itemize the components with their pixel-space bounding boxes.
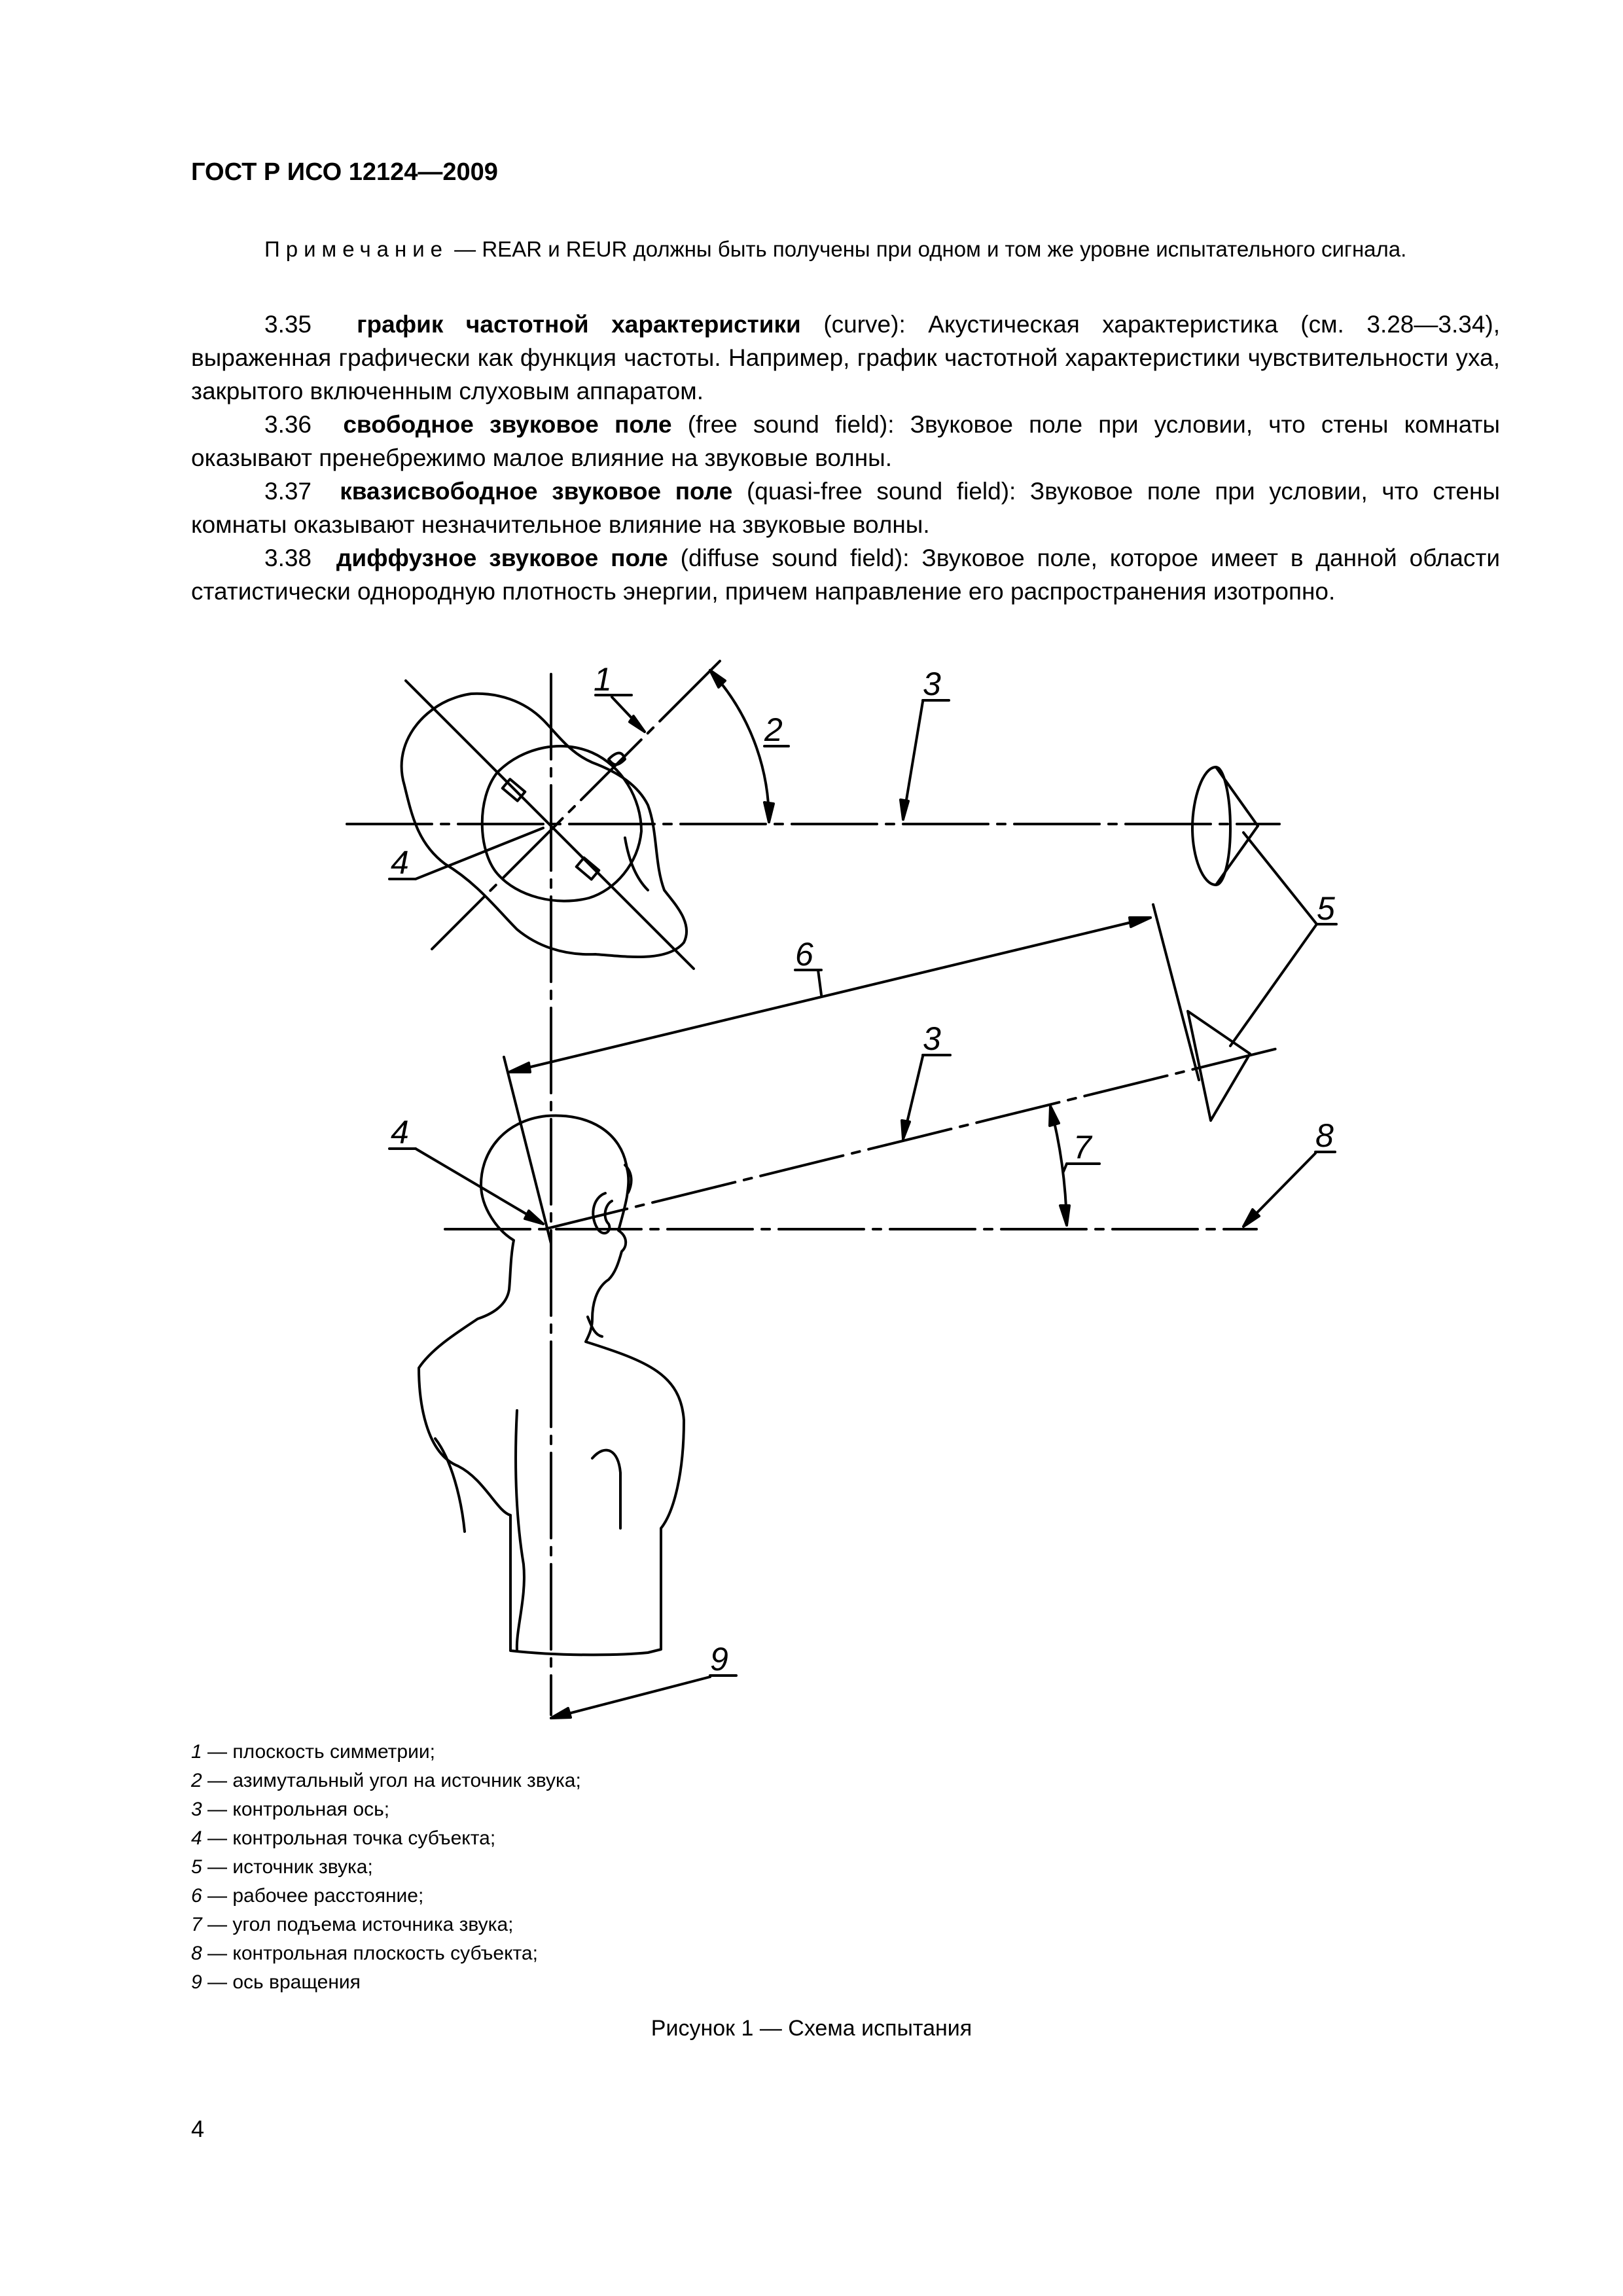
azimuth-angle-arc — [710, 670, 769, 822]
figure-legend — [191, 1738, 581, 1997]
legend-number: 6 — [191, 1885, 202, 1907]
figure-label-3-top: 3 — [923, 666, 941, 702]
legend-text: — источник звука; — [202, 1856, 373, 1878]
legend-number: 7 — [191, 1914, 202, 1935]
legend-text: — угол подъема источника звука; — [202, 1914, 514, 1935]
paragraph-text: (diffuse sound field): Звуковое поле, которое имеет в данной области статистически однородную плотность энергии, причем направление его распространения изотропно. — [191, 545, 1501, 605]
legend-item — [191, 1767, 581, 1795]
legend-text: — контрольная ось; — [202, 1799, 390, 1820]
reference-axis-side-line — [544, 1047, 1283, 1229]
paragraph-term: график частотной характеристики — [357, 311, 801, 338]
label-3-top-arrowhead — [901, 800, 908, 819]
paragraph-term: квазисвободное звуковое поле — [340, 478, 733, 505]
label-4-side-leader — [416, 1149, 543, 1224]
paragraph-number: 3.38 — [264, 545, 312, 571]
legend-item — [191, 1939, 581, 1968]
figure-label-4-side: 4 — [391, 1114, 409, 1151]
figure-label-4-top: 4 — [391, 844, 409, 881]
legend-number: 1 — [191, 1741, 202, 1763]
legend-item — [191, 1795, 581, 1824]
note-text: — REAR и REUR должны быть получены при одном и том же уровне испытательного сигнала. — [448, 237, 1407, 261]
legend-text: — азимутальный угол на источник звука; — [202, 1770, 581, 1791]
page-number: 4 — [191, 2115, 205, 2142]
figure-label-2: 2 — [764, 711, 783, 748]
cheek-curve — [625, 838, 648, 890]
legend-item — [191, 1968, 581, 1997]
speaker-top-cone-side-2 — [1216, 826, 1258, 885]
legend-item — [191, 1738, 581, 1767]
label-9-arrowhead — [551, 1708, 571, 1718]
azimuth-arrowhead-top — [710, 670, 725, 687]
working-distance-extension-right — [1153, 905, 1199, 1080]
paragraph-number: 3.36 — [264, 411, 312, 438]
label-6-leader — [818, 970, 821, 995]
paragraph-term: свободное звуковое поле — [343, 411, 672, 438]
figure-label-8: 8 — [1315, 1117, 1334, 1154]
figure-caption: Рисунок 1 — Схема испытания — [651, 2016, 972, 2041]
legend-text: — плоскость симметрии; — [202, 1741, 435, 1763]
working-distance-arrowhead-left — [509, 1063, 530, 1072]
speaker-top-cone-side-1 — [1216, 767, 1258, 826]
legend-text: — контрольная плоскость субъекта; — [202, 1943, 538, 1964]
elevation-arrowhead-top — [1050, 1106, 1059, 1126]
azimuth-arrowhead-bottom — [764, 802, 774, 822]
figure-label-5: 5 — [1317, 890, 1335, 927]
legend-number: 3 — [191, 1799, 202, 1820]
legend-item — [191, 1853, 581, 1882]
label-4-side-arrowhead — [525, 1211, 543, 1224]
paragraph-text: (curve): Акустическая характеристика (см. 3.28—3.34), выраженная графически как функция частоты. Например, график частотной характеристики чувствительности уха, закрытого включенным слуховым аппаратом. — [191, 311, 1500, 404]
legend-number: 9 — [191, 1971, 202, 1993]
label-5-leader-lower — [1230, 924, 1317, 1046]
figure-label-3-side: 3 — [923, 1020, 941, 1057]
figure-label-7: 7 — [1073, 1129, 1092, 1166]
legend-number: 8 — [191, 1943, 202, 1964]
working-distance-line — [509, 918, 1150, 1072]
working-distance-arrowhead-right — [1130, 918, 1150, 927]
legend-item — [191, 1910, 581, 1939]
legend-number: 2 — [191, 1770, 202, 1791]
legend-text: — контрольная точка субъекта; — [202, 1827, 496, 1849]
note-label: Примечание — [264, 237, 449, 261]
document-header: ГОСТ Р ИСО 12124—2009 — [191, 158, 498, 186]
spine-curve — [516, 1410, 524, 1651]
legend-item — [191, 1824, 581, 1853]
paragraph-text: (free sound field): Звуковое поле при условии, что стены комнаты оказывают пренебрежимо малое влияние на звуковые волны. — [191, 411, 1500, 471]
label-8-arrowhead — [1243, 1210, 1259, 1227]
legend-text: — ось вращения — [202, 1971, 361, 1993]
elevation-arrowhead-bottom — [1060, 1206, 1069, 1225]
legend-text: — рабочее расстояние; — [202, 1885, 424, 1907]
legend-number: 5 — [191, 1856, 202, 1878]
label-9-leader — [551, 1677, 710, 1718]
figure-label-6: 6 — [795, 936, 813, 973]
paragraph-number: 3.35 — [264, 311, 312, 338]
paragraph-term: диффузное звуковое поле — [336, 545, 668, 571]
label-3-side-arrowhead — [902, 1121, 910, 1139]
label-5-leader-upper — [1243, 833, 1317, 924]
legend-number: 4 — [191, 1827, 202, 1849]
paragraph-number: 3.37 — [264, 478, 312, 505]
speaker-top-cone-rim — [1192, 767, 1230, 885]
label-7-leader — [1063, 1164, 1067, 1172]
figure-label-9: 9 — [710, 1641, 728, 1677]
legend-item — [191, 1882, 581, 1910]
ear-right-marker — [577, 857, 599, 879]
arm-back-curve — [592, 1450, 620, 1528]
paragraph-text: (quasi-free sound field): Звуковое поле при условии, что стены комнаты оказывают незначительное влияние на звуковые волны. — [191, 478, 1500, 538]
label-1-arrowhead — [630, 716, 645, 732]
speaker-side-shape — [1188, 1011, 1250, 1121]
figure-label-1: 1 — [594, 661, 612, 698]
